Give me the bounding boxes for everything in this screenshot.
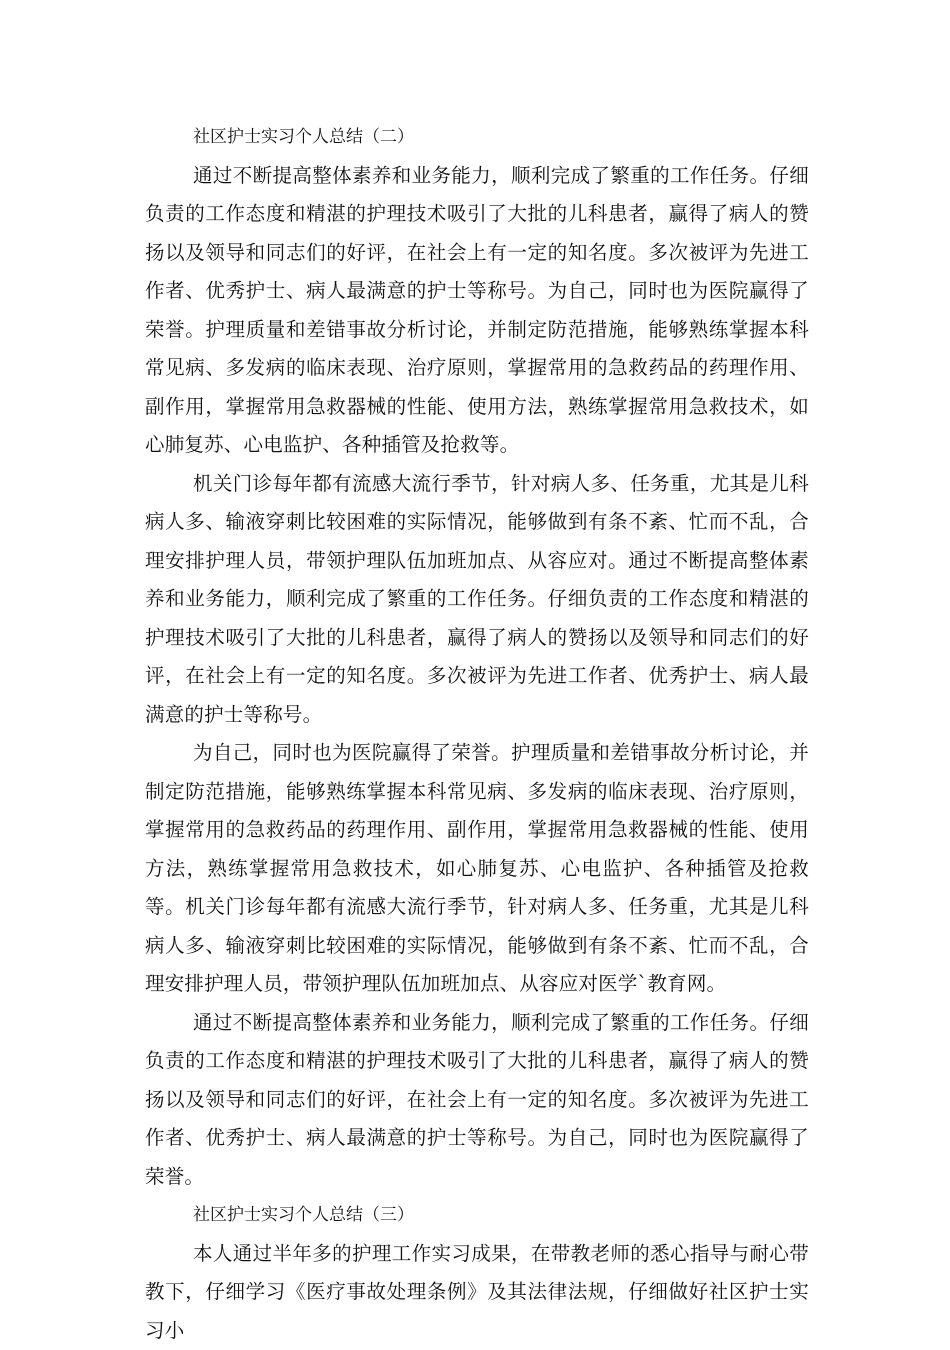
section-heading-3: 社区护士实习个人总结（三） (145, 1196, 809, 1235)
paragraph: 通过不断提高整体素养和业务能力，顺利完成了繁重的工作任务。仔细负责的工作态度和精湛的护理技术吸引了大批的儿科患者，赢得了病人的赞扬以及领导和同志们的好评，在社会上有一定的知名度。多次被评为先进工作者、优秀护士、病人最满意的护士等称号。为自己，同时也为医院赢得了荣誉。护理质量和差错事故分析讨论，并制定防范措施，能够熟练掌握本科常见病、多发病的临床表现、治疗原则，掌握常用的急救药品的药理作用、副作用，掌握常用急救器械的性能、使用方法，熟练掌握常用急救技术，如心肺复苏、心电监护、各种插管及抢救等。 (145, 157, 809, 465)
paragraph: 本人通过半年多的护理工作实习成果，在带教老师的悉心指导与耐心带教下，仔细学习《医疗事故处理条例》及其法律法规，仔细做好社区护士实习小 (145, 1235, 809, 1350)
paragraph: 机关门诊每年都有流感大流行季节，针对病人多、任务重，尤其是儿科病人多、输液穿刺比较困难的实际情况，能够做到有条不紊、忙而不乱，合理安排护理人员，带领护理队伍加班加点、从容应对。通过不断提高整体素养和业务能力，顺利完成了繁重的工作任务。仔细负责的工作态度和精湛的护理技术吸引了大批的儿科患者，赢得了病人的赞扬以及领导和同志们的好评，在社会上有一定的知名度。多次被评为先进工作者、优秀护士、病人最满意的护士等称号。 (145, 465, 809, 735)
paragraph: 为自己，同时也为医院赢得了荣誉。护理质量和差错事故分析讨论，并制定防范措施，能够熟练掌握本科常见病、多发病的临床表现、治疗原则，掌握常用的急救药品的药理作用、副作用，掌握常用急救器械的性能、使用方法，熟练掌握常用急救技术，如心肺复苏、心电监护、各种插管及抢救等。机关门诊每年都有流感大流行季节，针对病人多、任务重，尤其是儿科病人多、输液穿刺比较困难的实际情况，能够做到有条不紊、忙而不乱，合理安排护理人员，带领护理队伍加班加点、从容应对医学`教育网。 (145, 734, 809, 1004)
paragraph: 通过不断提高整体素养和业务能力，顺利完成了繁重的工作任务。仔细负责的工作态度和精湛的护理技术吸引了大批的儿科患者，赢得了病人的赞扬以及领导和同志们的好评，在社会上有一定的知名度。多次被评为先进工作者、优秀护士、病人最满意的护士等称号。为自己，同时也为医院赢得了荣誉。 (145, 1004, 809, 1197)
section-heading-2: 社区护士实习个人总结（二） (145, 118, 809, 157)
document-page (145, 118, 809, 1350)
